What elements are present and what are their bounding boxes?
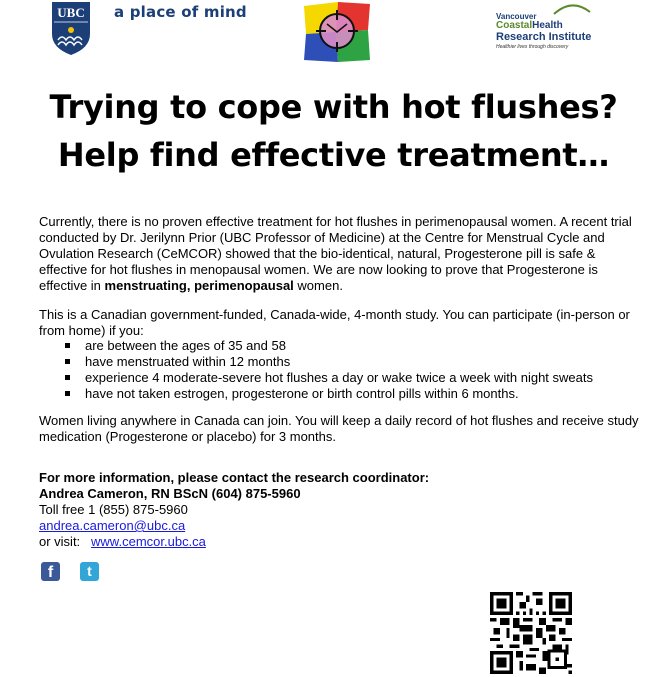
vch-line3: Research Institute <box>496 31 592 43</box>
contact-block <box>39 470 429 550</box>
contact-email-link[interactable]: andrea.cameron@ubc.ca <box>39 518 186 533</box>
visit-row <box>39 534 429 550</box>
participation-paragraph: Women living anywhere in Canada can join. You will keep a daily record of hot flushes and receive study medication (Progesterone or placebo) for 3 months. <box>39 413 639 444</box>
intro-emphasis: menstruating, perimenopausal <box>104 278 294 293</box>
list-item: have menstruated within 12 months <box>65 354 593 370</box>
facebook-icon[interactable]: f <box>41 562 60 581</box>
intro-paragraph <box>39 214 639 294</box>
contact-tollfree: Toll free 1 (855) 875-5960 <box>39 502 188 517</box>
vch-line1: Vancouver <box>496 12 537 21</box>
vch-line2-coastal: Coastal <box>496 20 533 31</box>
headline-line1: Trying to cope with hot flushes? <box>49 88 618 126</box>
vch-line2-health: Health <box>532 20 563 31</box>
intro-end: women. <box>293 278 343 293</box>
ubc-crest-logo <box>50 0 92 56</box>
visit-label: or visit: <box>39 534 88 549</box>
intro-text: Currently, there is no proven effective treatment for hot flushes in perimenopausal women. A recent trial conducted by Dr. Jerilynn Prior (UBC Professor of Medicine) at the Centre for Menstrual Cycle and Ovulation Research (CeMCOR) showed that the bio-identical, natural, Progesterone pill is safe & effective for hot flushes in menopausal women. We are now looking to prove that Progesterone is effective in <box>39 214 632 293</box>
ubc-tagline: a place of mind <box>114 3 247 21</box>
list-item: have not taken estrogen, progesterone or birth control pills within 6 months. <box>65 386 593 402</box>
list-item: experience 4 moderate-severe hot flushes a day or wake twice a week with night sweats <box>65 370 593 386</box>
vch-swoosh-icon <box>552 2 592 16</box>
study-paragraph: This is a Canadian government-funded, Canada-wide, 4-month study. You can participate (in-person or from home) if you: <box>39 307 630 338</box>
twitter-icon[interactable]: t <box>80 562 99 581</box>
list-item: are between the ages of 35 and 58 <box>65 338 593 354</box>
website-link[interactable]: www.cemcor.ubc.ca <box>91 534 206 549</box>
qr-code <box>490 592 572 674</box>
ubc-logo-text: UBC <box>57 5 85 20</box>
vch-research-logo <box>496 2 626 50</box>
contact-heading: For more information, please contact the research coordinator: <box>39 470 430 485</box>
cemcor-logo <box>302 0 372 64</box>
contact-name: Andrea Cameron, RN BScN (604) 875-5960 <box>39 486 301 501</box>
eligibility-list <box>65 338 593 402</box>
vch-line2 <box>496 20 563 31</box>
headline-line2: Help find effective treatment… <box>57 136 610 174</box>
vch-line4: Healthier lives through discovery <box>496 44 569 50</box>
